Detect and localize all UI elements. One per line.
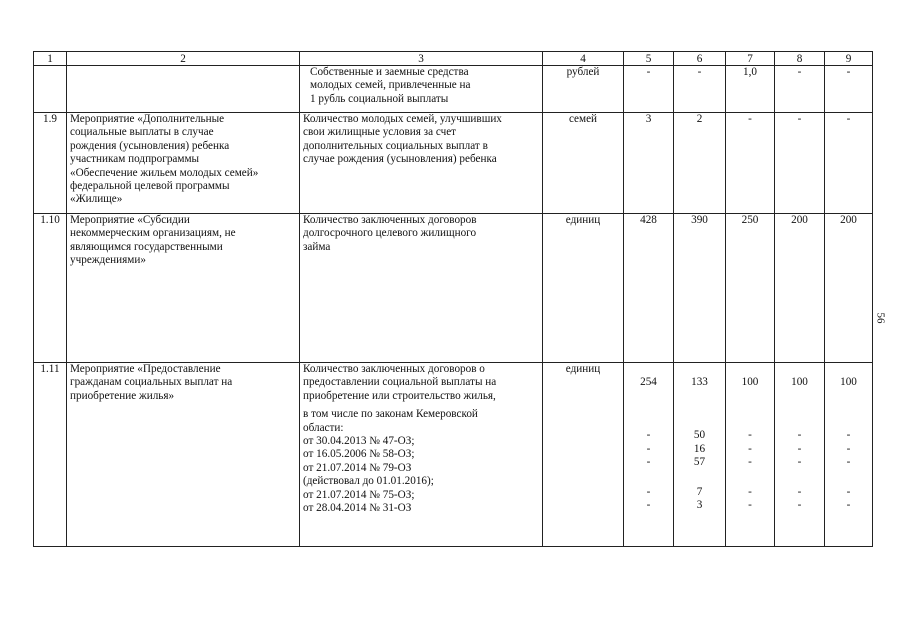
law-value — [627, 470, 670, 483]
row-number: 1.10 — [34, 214, 67, 363]
law-value: - — [846, 499, 851, 512]
unit-cell: рублей — [543, 66, 624, 113]
law-value: - — [797, 485, 802, 498]
column-number-row — [34, 52, 873, 66]
indicator-line: Количество заключенных договоров о — [303, 363, 485, 375]
value-cell: - — [775, 66, 825, 113]
law-value — [828, 470, 869, 483]
activity-line: Мероприятие «Предоставление — [70, 363, 221, 375]
law-value: - — [797, 442, 802, 455]
value-cell: 250 — [726, 214, 775, 363]
total-value: 100 — [791, 376, 808, 388]
law-value: - — [646, 485, 651, 498]
indicator-line: в том числе по законам Кемеровской — [303, 408, 478, 421]
page-number: 56 — [874, 312, 887, 324]
value-cell: 3 — [624, 113, 674, 214]
law-value — [729, 470, 771, 483]
activity-line: Мероприятие «Дополнительные — [70, 113, 225, 125]
column-number: 9 — [825, 52, 873, 66]
indicator-line: долгосрочного целевого жилищного — [303, 227, 477, 240]
activity-line: участникам подпрограммы — [70, 153, 200, 166]
activity-cell — [67, 214, 300, 363]
value-cell: 200 — [825, 214, 873, 363]
activity-cell — [67, 363, 300, 547]
indicator-line: от 21.07.2014 № 79-ОЗ — [303, 461, 412, 474]
indicator-line: (действовал до 01.01.2016); — [303, 475, 434, 488]
law-value: - — [748, 499, 752, 512]
column-number: 2 — [67, 52, 300, 66]
law-value: - — [846, 485, 851, 498]
law-value: - — [646, 456, 651, 469]
law-value: - — [748, 442, 752, 455]
row-number — [34, 66, 67, 113]
total-value: 133 — [691, 376, 708, 388]
column-number: 5 — [624, 52, 674, 66]
total-value: 254 — [640, 376, 657, 388]
indicator-cell — [300, 66, 543, 113]
indicator-line: предоставлении социальной выплаты на — [303, 376, 497, 389]
law-value: 57 — [693, 456, 706, 469]
activity-line: приобретение жилья» — [70, 389, 175, 402]
activity-line: социальные выплаты в случае — [70, 126, 214, 139]
indicator-cell — [300, 214, 543, 363]
law-value — [778, 470, 821, 483]
law-value — [677, 470, 722, 483]
indicator-line: дополнительных социальных выплат в — [303, 139, 488, 152]
indicator-line: от 28.04.2014 № 31-ОЗ — [303, 502, 412, 515]
value-cell — [825, 363, 873, 547]
indicator-line: свои жилищные условия за счет — [303, 126, 457, 139]
value-cell: 390 — [674, 214, 726, 363]
column-number: 6 — [674, 52, 726, 66]
column-number: 8 — [775, 52, 825, 66]
indicator-line: молодых семей, привлеченные на — [310, 79, 471, 92]
activity-line: Мероприятие «Субсидии — [70, 214, 190, 226]
law-value: 50 — [693, 429, 706, 442]
activity-cell — [67, 66, 300, 113]
law-value: - — [748, 456, 752, 469]
law-value: - — [846, 442, 851, 455]
table-row — [34, 363, 873, 547]
unit-cell: семей — [543, 113, 624, 214]
row-number: 1.9 — [34, 113, 67, 214]
indicator-cell — [300, 113, 543, 214]
law-value: - — [646, 442, 651, 455]
law-value: 16 — [693, 442, 706, 455]
indicator-line: от 21.07.2014 № 75-ОЗ; — [303, 488, 415, 501]
indicator-line: случае рождения (усыновления) ребенка — [303, 153, 497, 166]
law-value: - — [797, 429, 802, 442]
law-value: - — [748, 429, 752, 442]
table-row — [34, 214, 873, 363]
activity-line: учреждениями» — [70, 254, 146, 267]
column-number: 7 — [726, 52, 775, 66]
value-cell: - — [825, 66, 873, 113]
row-number: 1.11 — [34, 363, 67, 547]
indicators-table — [33, 51, 873, 547]
law-value: - — [797, 499, 802, 512]
law-value: - — [846, 429, 851, 442]
activity-line: федеральной целевой программы — [70, 180, 230, 193]
value-cell — [726, 363, 775, 547]
value-cell: - — [624, 66, 674, 113]
activity-line: «Жилище» — [70, 193, 123, 206]
activity-cell — [67, 113, 300, 214]
indicator-line: займа — [303, 240, 331, 253]
value-cell: - — [726, 113, 775, 214]
law-value: 7 — [696, 485, 703, 498]
activity-line: «Обеспечение жильем молодых семей» — [70, 166, 259, 179]
indicator-line: 1 рубль социальной выплаты — [310, 92, 449, 105]
activity-line: рождения (усыновления) ребенка — [70, 139, 230, 152]
value-cell: 428 — [624, 214, 674, 363]
indicator-line: от 30.04.2013 № 47-ОЗ; — [303, 435, 415, 448]
value-cell — [775, 363, 825, 547]
value-cell: - — [775, 113, 825, 214]
indicator-cell — [300, 363, 543, 547]
law-value: - — [748, 485, 752, 498]
column-number: 4 — [543, 52, 624, 66]
activity-line: являющимся государственными — [70, 240, 223, 253]
column-number: 1 — [34, 52, 67, 66]
value-cell — [674, 363, 726, 547]
indicator-line: Количество заключенных договоров — [303, 214, 477, 226]
indicator-line: Количество молодых семей, улучшивших — [303, 113, 502, 125]
table-row — [34, 113, 873, 214]
value-cell: - — [825, 113, 873, 214]
law-value: - — [646, 499, 651, 512]
law-value: 3 — [696, 499, 703, 512]
indicator-line: от 16.05.2006 № 58-ОЗ; — [303, 448, 415, 461]
table-row — [34, 66, 873, 113]
law-value: - — [846, 456, 851, 469]
indicator-line: области: — [303, 421, 344, 434]
law-value: - — [797, 456, 802, 469]
value-cell: - — [674, 66, 726, 113]
indicator-line: Собственные и заемные средства — [310, 66, 469, 78]
indicator-line: приобретение или строительство жилья, — [303, 389, 496, 402]
value-cell: 2 — [674, 113, 726, 214]
activity-line: гражданам социальных выплат на — [70, 376, 233, 389]
total-value: 100 — [741, 376, 759, 388]
unit-cell: единиц — [543, 214, 624, 363]
activity-line: некоммерческим организациям, не — [70, 227, 236, 240]
column-number: 3 — [300, 52, 543, 66]
total-value: 100 — [840, 376, 857, 388]
value-cell: 200 — [775, 214, 825, 363]
unit-cell: единиц — [543, 363, 624, 547]
value-cell — [624, 363, 674, 547]
value-cell: 1,0 — [726, 66, 775, 113]
law-value: - — [646, 429, 651, 442]
